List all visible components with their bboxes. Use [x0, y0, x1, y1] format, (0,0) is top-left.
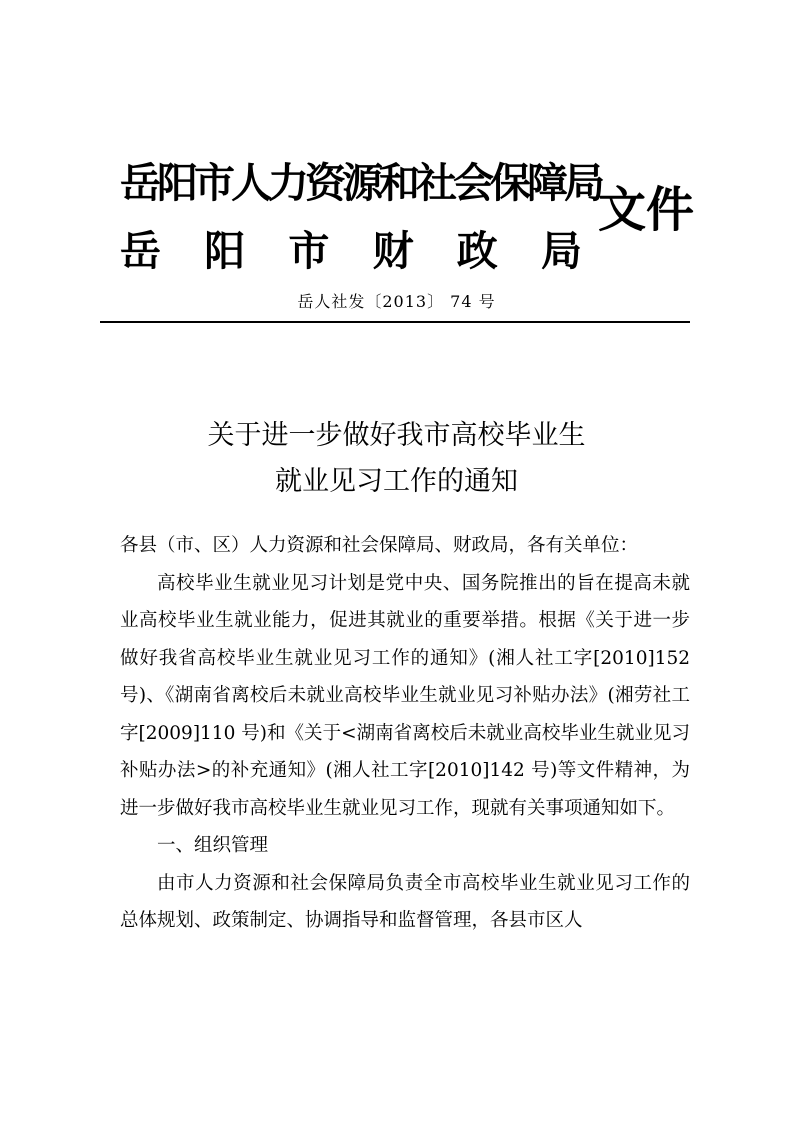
section-heading: 一、组织管理: [157, 835, 269, 856]
org-char: 财: [372, 227, 414, 275]
org-name-hr-bureau: 岳阳市人力资源和社会保障局: [120, 159, 601, 207]
document-body: [120, 527, 690, 940]
org-char: 局: [540, 227, 582, 275]
org-char: 政: [456, 227, 498, 275]
title-line-2: 就业见习工作的通知: [275, 466, 518, 497]
header-divider: [100, 321, 690, 323]
org-char: 岳: [120, 227, 161, 275]
body-paragraph: 高校毕业生就业见习计划是党中央、国务院推出的旨在提高未就业高校毕业生就业能力，促进其就业的重要举措。根据《关于进一步做好我省高校毕业生就业见习工作的通知》(湘人社工字[2010]152 号)、《湖南省离校后未就业高校毕业生就业见习补贴办法》(湘劳社工字[2009]110 号)和《关于<湖南省离校后未就业高校毕业生就业见习补贴办法>的补充通知》(湘人社工字[2010]142 号)等文件精神，为进一步做好我市高校毕业生就业见习工作，现就有关事项通知如下。: [120, 572, 690, 819]
body-paragraph: 由市人力资源和社会保障局负责全市高校毕业生就业见习工作的总体规划、政策制定、协调指导和监督管理，各县市区人: [120, 872, 690, 931]
salutation: 各县（市、区）人力资源和社会保障局、财政局，各有关单位：: [120, 535, 639, 556]
org-char: 阳: [204, 227, 246, 275]
org-char: 市: [288, 227, 330, 275]
document-label: 文件: [598, 182, 695, 238]
document-number: 岳人社发〔2013〕 74 号: [297, 292, 496, 311]
document-title: [0, 413, 793, 505]
issuing-organizations: [120, 159, 601, 281]
title-line-1: 关于进一步做好我市高校毕业生: [207, 420, 586, 451]
org-name-finance-bureau: [120, 227, 582, 281]
